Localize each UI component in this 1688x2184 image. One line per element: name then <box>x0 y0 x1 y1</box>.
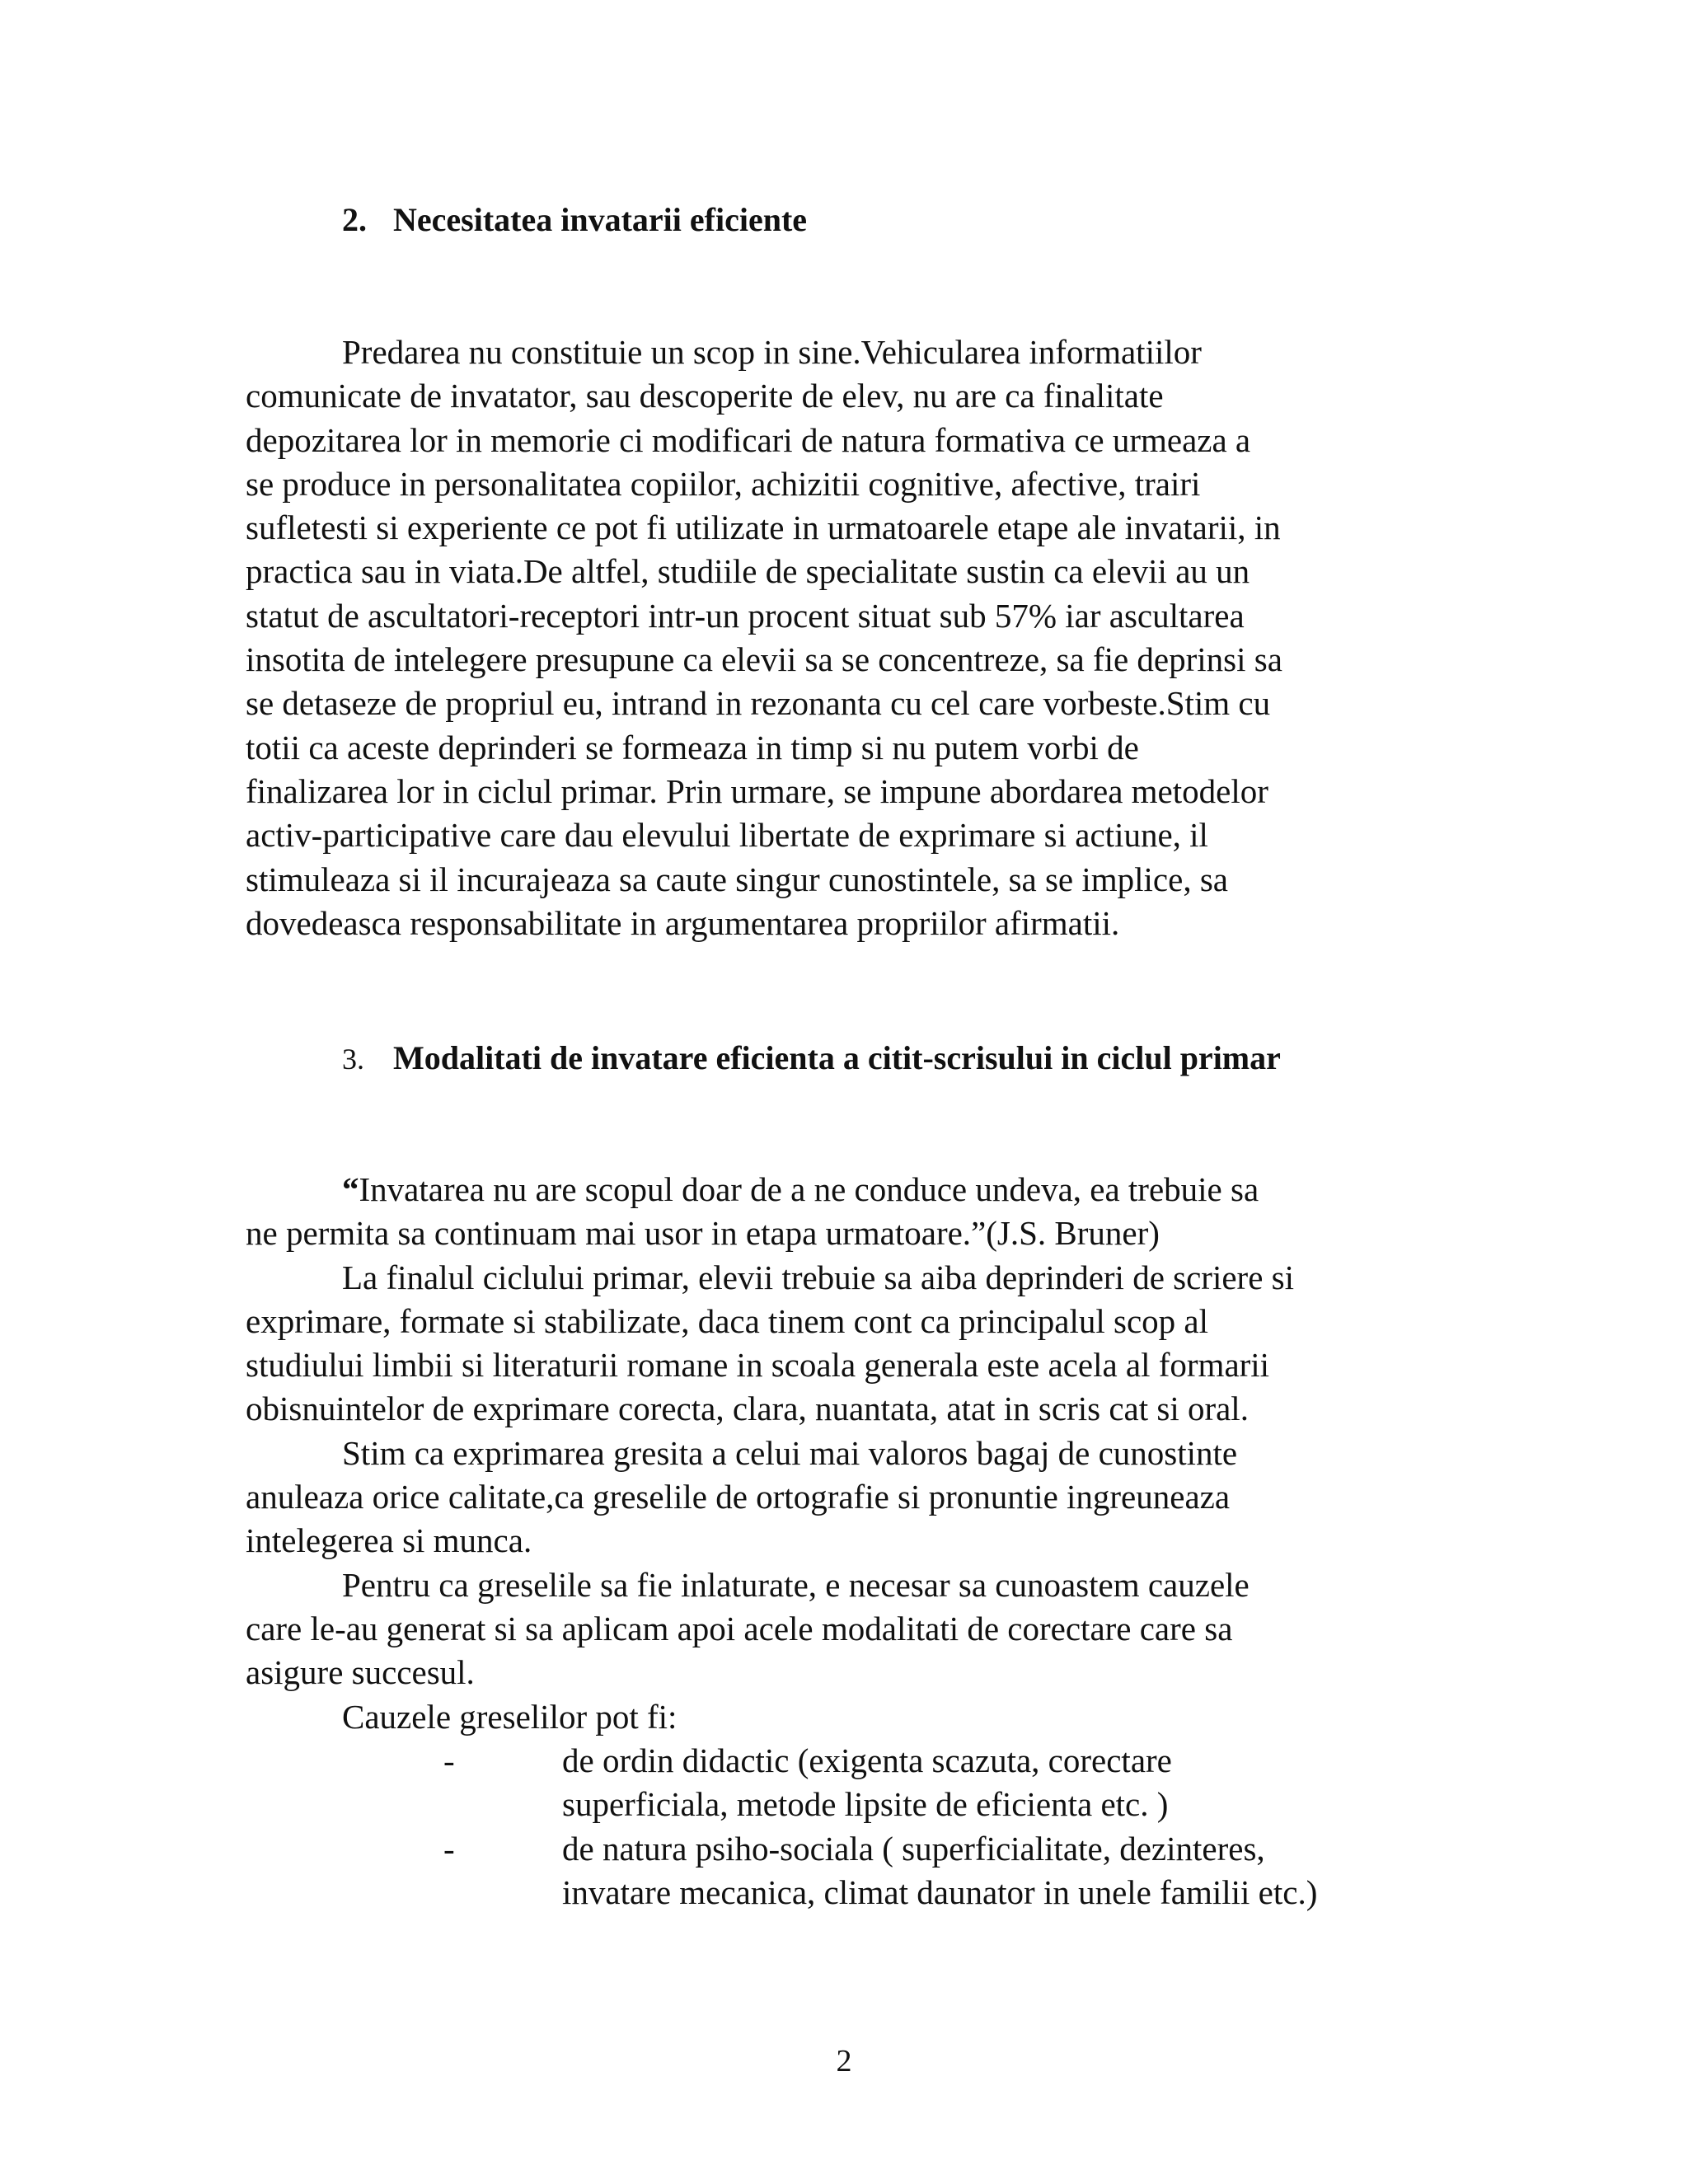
text-line: se produce in personalitatea copiilor, achizitii cognitive, afective, trairi <box>246 464 1201 503</box>
causes-list <box>246 1739 1432 1915</box>
text-line: insotita de intelegere presupune ca elevii sa se concentreze, sa fie deprinsi sa <box>246 640 1282 679</box>
text-line: intelegerea si munca. <box>246 1521 532 1560</box>
text-line: statut de ascultatori-receptori intr-un procent situat sub 57% iar ascultarea <box>246 596 1245 635</box>
quote-line: ne permita sa continuam mai usor in etapa urmatoare.”(J.S. Bruner) <box>246 1214 1160 1253</box>
page-number: 2 <box>836 2044 852 2079</box>
list-item-line: invatare mecanica, climat daunator in unele familii etc.) <box>562 1872 1318 1911</box>
text-line: totii ca aceste deprinderi se formeaza in timp si nu putem vorbi de <box>246 728 1139 766</box>
text-line: se detaseze de propriul eu, intrand in rezonanta cu cel care vorbeste.Stim cu <box>246 684 1271 723</box>
quote-open-mark: “ <box>342 1170 359 1208</box>
section-3-heading <box>342 1038 1281 1079</box>
text-line: exprimare, formate si stabilizate, daca tinem cont ca principalul scop al <box>246 1301 1209 1340</box>
text-line: Pentru ca greselile sa fie inlaturate, e necesar sa cunoastem cauzele <box>342 1565 1250 1604</box>
text-line: comunicate de invatator, sau descoperite de elev, nu are ca finalitate <box>246 377 1164 415</box>
section-2-number: 2. <box>342 201 367 238</box>
list-item-line: de ordin didactic (exigenta scazuta, corectare <box>562 1741 1172 1779</box>
text-line: stimuleaza si il incurajeaza sa caute singur cunostintele, sa se implice, sa <box>246 860 1228 898</box>
section-2-title: Necesitatea invatarii eficiente <box>393 201 808 238</box>
text-line: anuleaza orice calitate,ca greselile de ortografie si pronuntie ingreuneaza <box>246 1478 1231 1516</box>
text-line: dovedeasca responsabilitate in argumentarea propriilor afirmatii. <box>246 903 1120 942</box>
list-item-line: superficiala, metode lipsite de eficienta etc. ) <box>562 1785 1169 1824</box>
text-line: care le-au generat si sa aplicam apoi acele modalitati de corectare care sa <box>246 1609 1233 1647</box>
text-line: studiului limbii si literaturii romane in scoala generala este acela al formarii <box>246 1346 1270 1385</box>
section-3-number: 3. <box>342 1043 364 1076</box>
text-line: asigure succesul. <box>246 1653 475 1692</box>
text-line: depozitarea lor in memorie ci modificari de natura formativa ce urmeaza a <box>246 420 1251 459</box>
section-2-heading <box>342 200 807 240</box>
causes-intro: Cauzele greselilor pot fi: <box>342 1697 678 1736</box>
list-dash: - <box>443 1829 455 1868</box>
quote-text-1: Invatarea nu are scopul doar de a ne conduce undeva, ea trebuie sa <box>359 1170 1259 1208</box>
list-item <box>246 1739 1432 1827</box>
section-3-body <box>246 1168 1432 1739</box>
text-line: Predarea nu constituie un scop in sine.Vehicularea informatiilor <box>342 333 1202 371</box>
text-line: Stim ca exprimarea gresita a celui mai valoros bagaj de cunostinte <box>342 1433 1238 1472</box>
text-line: activ-participative care dau elevului libertate de exprimare si actiune, il <box>246 816 1208 855</box>
list-dash: - <box>443 1741 455 1779</box>
quote-line <box>246 1168 1432 1212</box>
text-line: sufletesti si experiente ce pot fi utilizate in urmatoarele etape ale invatarii, in <box>246 509 1281 547</box>
text-line: obisnuintelor de exprimare corecta, clara, nuantata, atat in scris cat si oral. <box>246 1390 1249 1428</box>
section-3-title: Modalitati de invatare eficienta a citit-scrisului in ciclul primar <box>393 1039 1281 1076</box>
text-line: practica sau in viata.De altfel, studiile de specialitate sustin ca elevii au un <box>246 552 1250 591</box>
list-item-line: de natura psiho-sociala ( superficialitate, dezinteres, <box>562 1829 1265 1868</box>
text-line: La finalul ciclului primar, elevii trebuie sa aiba deprinderi de scriere si <box>342 1258 1294 1296</box>
list-item <box>246 1827 1432 1915</box>
text-line: finalizarea lor in ciclul primar. Prin urmare, se impune abordarea metodelor <box>246 771 1268 810</box>
section-2-paragraph <box>246 330 1432 945</box>
